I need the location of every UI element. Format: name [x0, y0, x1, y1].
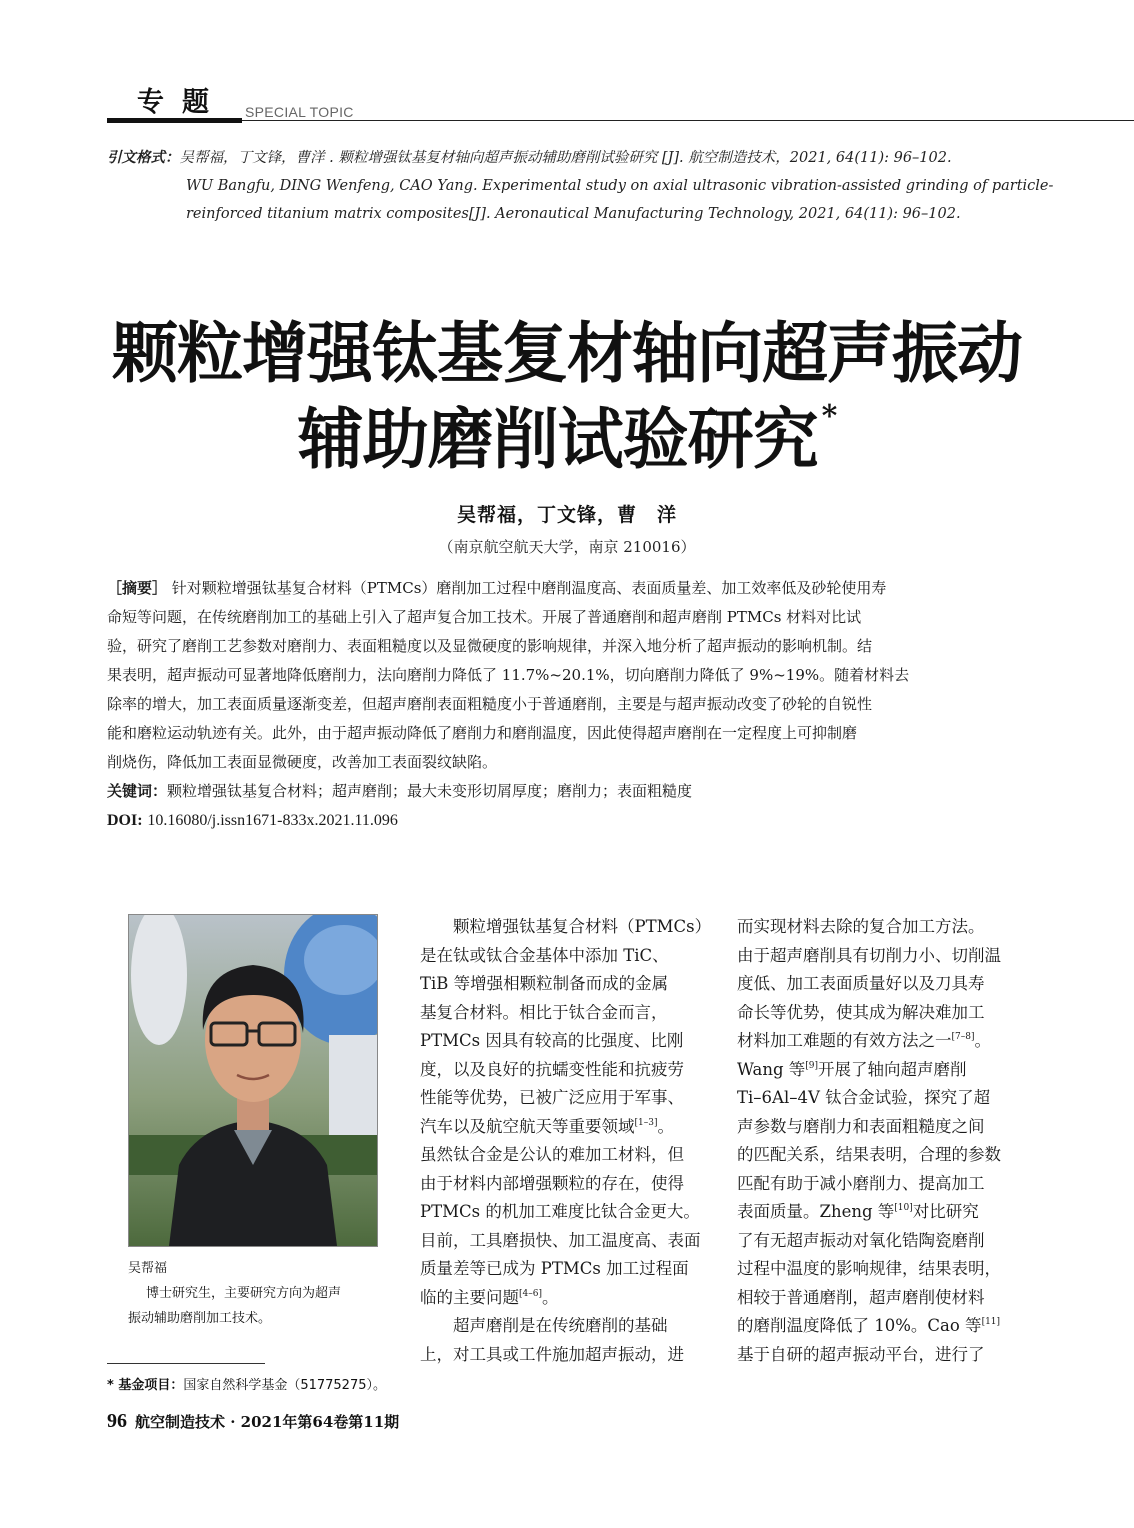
article-title-line-2: [0, 386, 1134, 481]
abstract-line: 除率的增大，加工表面质量逐渐变差，但超声磨削表面粗糙度小于普通磨削，主要是与超声振动改变了砂轮的自锐性: [107, 695, 873, 713]
article-title-line-2-text: 辅助磨削试验研究: [297, 400, 818, 478]
citation-line-1: [107, 143, 952, 173]
abstract-label: ［摘要］: [107, 579, 168, 597]
body-line: [737, 970, 1029, 999]
body-line: [737, 942, 1029, 971]
abstract-line: 削烧伤，降低加工表面显微硬度，改善加工表面裂纹缺陷。: [107, 753, 498, 771]
body-text: 临的主要问题: [420, 1287, 519, 1307]
author-list: 吴帮福，丁文锋，曹 洋: [456, 504, 677, 526]
body-line: [737, 1198, 1029, 1227]
body-text: 声参数与磨削力和表面粗糙度之间: [737, 1116, 985, 1136]
abstract-line: 命短等问题，在传统磨削加工的基础上引入了超声复合加工技术。开展了普通磨削和超声磨削 PTMCs 材料对比试: [107, 608, 862, 626]
body-text: 由于超声磨削具有切削力小、切削温: [737, 945, 1001, 965]
citation-line-2: WU Bangfu, DING Wenfeng, CAO Yang. Experimental study on axial ultrasonic vibration-assisted grinding of particle-: [186, 178, 1054, 194]
body-line: [420, 1312, 712, 1341]
body-line: [420, 1170, 712, 1199]
body-text: 由于材料内部增强颗粒的存在，使得: [420, 1173, 684, 1193]
abstract-text: 针对颗粒增强钛基复合材料（PTMCs）磨削加工过程中磨削温度高、表面质量差、加工效率低及砂轮使用寿: [171, 579, 887, 597]
page-folio: [107, 1410, 399, 1433]
article-title-line-1: 颗粒增强钛基复材轴向超声振动: [112, 314, 1022, 392]
body-text: 基复合材料。相比于钛合金而言，: [420, 1002, 668, 1022]
abstract-line: 能和磨粒运动轨迹有关。此外，由于超声振动降低了磨削力和磨削温度，因此使得超声磨削在一定程度上可抑制磨: [107, 724, 858, 742]
body-line: [420, 1341, 712, 1370]
body-line: [420, 913, 712, 942]
citation-line-3: reinforced titanium matrix composites[J]. Aeronautical Manufacturing Technology, 2021, 64(11): 96–102.: [186, 206, 961, 222]
body-text: 的匹配关系，结果表明，合理的参数: [737, 1145, 1001, 1164]
body-text: 度低、加工表面质量好以及刀具寿: [737, 974, 985, 993]
abstract-line: 果表明，超声振动可显著地降低磨削力，法向磨削力降低了 11.7%~20.1%，切向磨削力降低了 9%~19%。随着材料去: [107, 666, 910, 684]
body-line: [737, 1312, 1029, 1341]
body-text: 的磨削温度降低了 10%。Cao 等: [737, 1316, 982, 1335]
body-text: PTMCs 的机加工难度比钛合金更大。: [420, 1202, 700, 1221]
title-footnote-star: *: [821, 399, 837, 434]
body-line: [420, 970, 712, 999]
header-rule-thin: [242, 120, 1134, 121]
body-line: [737, 1056, 1029, 1085]
body-text: 匹配有助于减小磨削力、提高加工: [737, 1173, 985, 1193]
body-line: [420, 999, 712, 1028]
keywords-line: [107, 777, 1030, 806]
body-text: TiB 等增强相颗粒制备而成的金属: [420, 974, 669, 993]
body-column-2: [737, 913, 1029, 1369]
body-text: 上，对工具或工件施加超声振动，进: [420, 1344, 684, 1364]
doi-value: 10.16080/j.issn1671-833x.2021.11.096: [147, 812, 398, 829]
abstract: [107, 574, 1030, 835]
body-text: 表面质量。Zheng 等: [737, 1202, 895, 1221]
reference-citation: [9]: [805, 1060, 819, 1071]
citation-label: 引文格式：: [107, 149, 180, 166]
reference-citation: [1–3]: [634, 1117, 658, 1128]
body-text: 相较于普通磨削，超声磨削使材料: [737, 1287, 985, 1307]
funding-label: * 基金项目：: [107, 1378, 184, 1393]
doi-line: [107, 806, 1030, 835]
section-title-en: SPECIAL TOPIC: [245, 104, 354, 120]
body-line: [420, 1141, 712, 1170]
journal-issue: 航空制造技术 · 2021年第64卷第11期: [135, 1413, 400, 1431]
body-line: [737, 1255, 1029, 1284]
body-text: 汽车以及航空航天等重要领域: [420, 1116, 635, 1136]
keywords-text: 颗粒增强钛基复合材料；超声磨削；最大未变形切屑厚度；磨削力；表面粗糙度: [167, 782, 693, 800]
body-text: 性能等优势，已被广泛应用于军事、: [420, 1088, 684, 1107]
body-text: 而实现材料去除的复合加工方法。: [737, 917, 985, 936]
body-line: [420, 1113, 712, 1142]
author-photo: [128, 914, 378, 1247]
body-text: Wang 等: [737, 1059, 806, 1079]
body-text-tail: 对比研究: [912, 1202, 979, 1221]
body-line: [420, 942, 712, 971]
affiliation: （南京航空航天大学，南京 210016）: [438, 538, 696, 556]
body-text: PTMCs 因具有较高的比强度、比刚: [420, 1031, 684, 1050]
body-line: [737, 999, 1029, 1028]
body-text: 基于自研的超声振动平台，进行了: [737, 1344, 985, 1364]
keywords-label: 关键词：: [107, 782, 168, 800]
body-text: 了有无超声振动对氧化锆陶瓷磨削: [737, 1230, 985, 1250]
funding-note: [107, 1374, 386, 1393]
body-line: [737, 1084, 1029, 1113]
body-line: [420, 1198, 712, 1227]
body-text: 虽然钛合金是公认的难加工材料，但: [420, 1145, 684, 1164]
body-line: [420, 1284, 712, 1313]
citation-text-1: 吴帮福，丁文锋，曹洋 . 颗粒增强钛基复材轴向超声振动辅助磨削试验研究 [J]. 航空制造技术，2021, 64(11): 96–102.: [179, 150, 952, 166]
abstract-line: 验，研究了磨削工艺参数对磨削力、表面粗糙度以及显微硬度的影响规律，并深入地分析了超声振动的影响机制。结: [107, 637, 873, 655]
body-text: 过程中温度的影响规律，结果表明，: [737, 1259, 1001, 1278]
author-bio-line-2: 振动辅助磨削加工技术。: [128, 1311, 272, 1326]
body-line: [737, 1113, 1029, 1142]
reference-citation: [10]: [894, 1203, 913, 1213]
body-text-tail: 。: [541, 1287, 559, 1307]
body-line: [737, 1227, 1029, 1256]
body-text: 颗粒增强钛基复合材料（PTMCs）: [420, 917, 712, 936]
body-text-tail: 。: [974, 1031, 991, 1050]
body-line: [420, 1255, 712, 1284]
body-text: 超声磨削是在传统磨削的基础: [420, 1316, 668, 1335]
body-text: 质量差等已成为 PTMCs 加工过程面: [420, 1259, 689, 1278]
body-text: Ti–6Al–4V 钛合金试验，探究了超: [737, 1088, 991, 1107]
body-column-1: [420, 913, 712, 1369]
body-line: [737, 1170, 1029, 1199]
body-line: [737, 913, 1029, 942]
author-bio-line-1: 博士研究生，主要研究方向为超声: [146, 1286, 342, 1301]
funding-text: 国家自然科学基金（51775275）。: [183, 1378, 386, 1393]
body-text: 目前，工具磨损快、加工温度高、表面: [420, 1230, 701, 1250]
body-text-tail: 开展了轴向超声磨削: [818, 1059, 967, 1079]
body-line: [737, 1141, 1029, 1170]
reference-citation: [7–8]: [951, 1032, 975, 1042]
abstract-line: [107, 574, 1030, 603]
reference-citation: [4–6]: [519, 1288, 542, 1299]
body-line: [737, 1341, 1029, 1370]
page-number: 96: [107, 1410, 127, 1432]
body-line: [420, 1227, 712, 1256]
body-text: 命长等优势，使其成为解决难加工: [737, 1002, 985, 1022]
author-bio-name: 吴帮福: [128, 1261, 168, 1276]
footnote-rule: [107, 1363, 265, 1364]
body-line: [737, 1284, 1029, 1313]
section-title-cn: 专题: [137, 87, 227, 118]
author-portrait-image: [129, 915, 377, 1246]
body-text: 是在钛或钛合金基体中添加 TiC、: [420, 945, 669, 965]
body-text-tail: 。: [657, 1116, 674, 1136]
body-text: 材料加工难题的有效方法之一: [737, 1031, 952, 1050]
header-rule-thick: [107, 118, 242, 123]
body-line: [420, 1056, 712, 1085]
body-text: 度，以及良好的抗蠕变性能和抗疲劳: [420, 1059, 684, 1079]
body-line: [420, 1027, 712, 1056]
body-line: [420, 1084, 712, 1113]
doi-label: DOI:: [107, 812, 143, 829]
reference-citation: [11]: [981, 1317, 1001, 1327]
body-line: [737, 1027, 1029, 1056]
